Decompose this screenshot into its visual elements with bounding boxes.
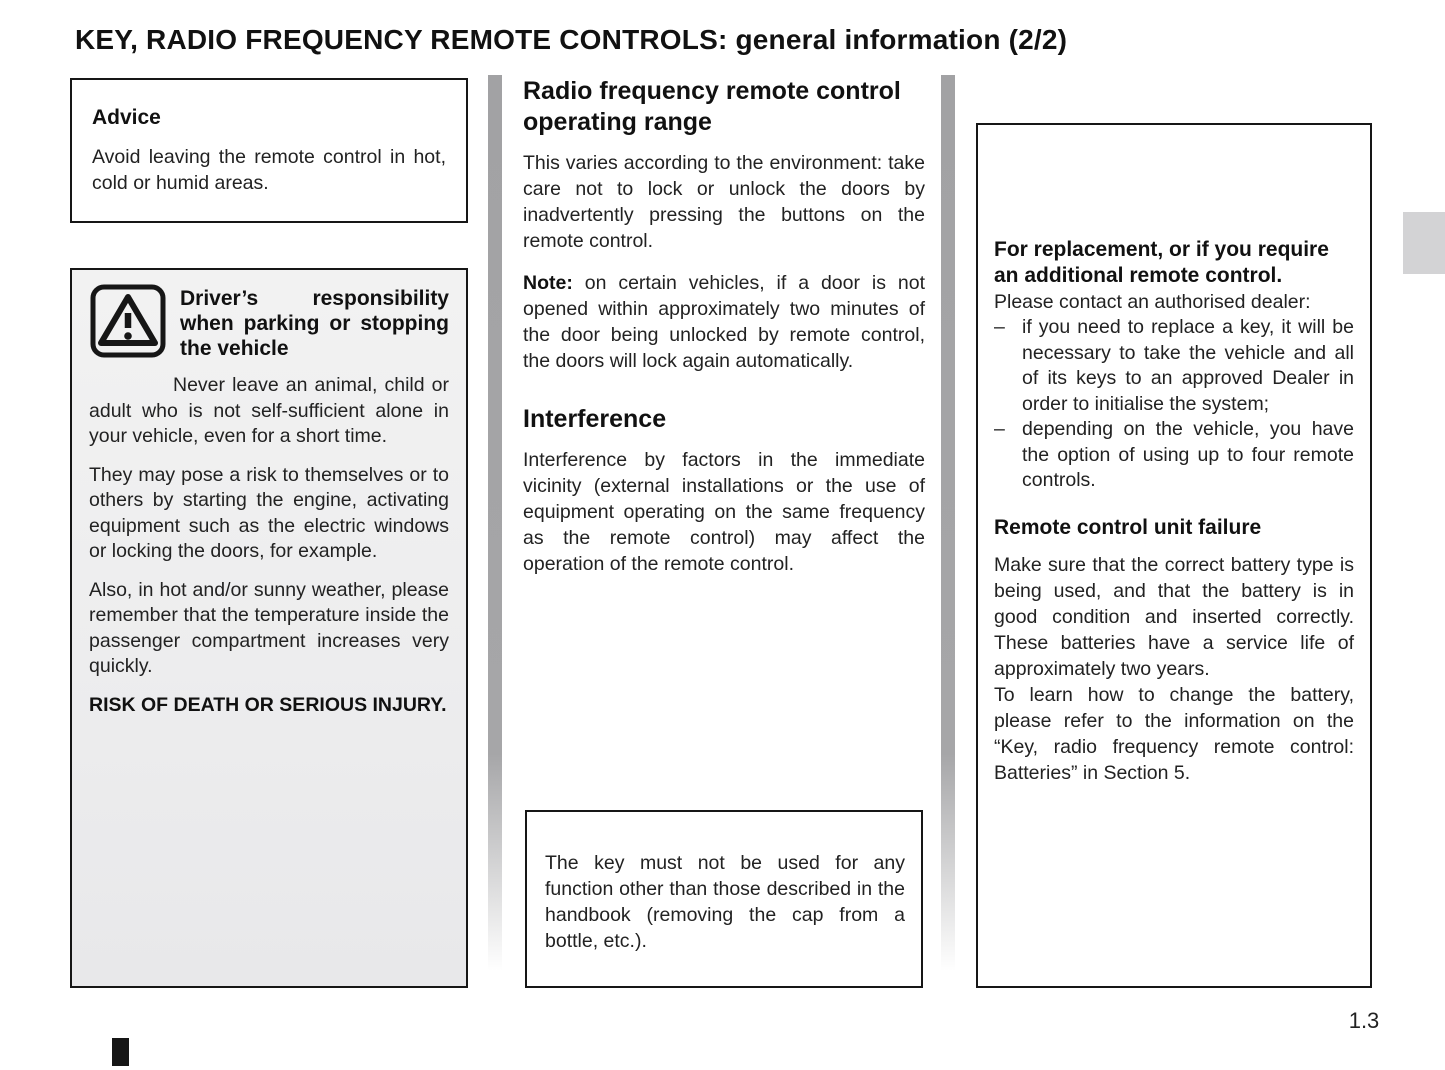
list-item [994,315,1354,417]
section-heading-interference: Interference [523,405,667,433]
replacement-intro: Please contact an authorised dealer: [994,291,1311,313]
advice-heading: Advice [92,106,161,129]
unit-failure-paragraph: To learn how to change the battery, please refer to the information on the “Key, radio frequency remote control: Batteries” in Section 5. [994,683,1354,784]
print-registration-mark [112,1038,129,1066]
warning-paragraph: Also, in hot and/or sunny weather, please remember that the temperature inside the passenger compartment increases very quickly. [89,578,449,677]
note-paragraph [523,270,925,374]
dash-bullet: – [994,418,1005,440]
note-label: Note: [523,272,573,294]
unit-failure-paragraph: Make sure that the correct battery type is being used, and that the battery is in good condition and inserted correctly. These batteries have a service life of approximately two years. [994,553,1354,680]
warning-paragraph: They may pose a risk to themselves or to others by starting the engine, activating equipment such as the electric windows or locking the doors, for example. [89,463,449,562]
advice-box [70,78,468,223]
column-divider [488,75,502,980]
list-item-text: depending on the vehicle, you have the option of using up to four remote controls. [1022,418,1354,491]
replacement-heading: For replacement, or if you require an additional remote control. [994,238,1329,287]
section-edge-tab [1403,212,1445,274]
note-text: on certain vehicles, if a door is not opened within approximately two minutes of the door being unlocked by remote control, the doors will lock again automatically. [523,272,925,372]
interference-paragraph: Interference by factors in the immediate vicinity (external installations or the use of equipment operating on the same frequency as the remote control) may affect the operation of the remote control. [523,449,925,575]
column-divider [941,75,955,980]
middle-column [523,76,925,593]
dash-bullet: – [994,316,1005,338]
list-item [994,417,1354,494]
key-usage-box [525,810,923,988]
operating-range-paragraph: This varies according to the environment: take care not to lock or unlock the doors by inadvertently pressing the buttons on the remote control. [523,152,925,252]
section-heading-operating-range: Radio frequency remote control operating range [523,77,901,136]
key-usage-text: The key must not be used for any function other than those described in the handbook (removing the cap from a bottle, etc.). [545,852,905,952]
unit-failure-heading: Remote control unit failure [994,515,1262,539]
list-item-text: if you need to replace a key, it will be necessary to take the vehicle and all of its keys to an approved Dealer in order to initialise the system; [1022,316,1354,415]
risk-statement: RISK OF DEATH OR SERIOUS INJURY. [89,693,447,716]
page-number: 1.3 [1348,1008,1380,1033]
replacement-box [976,123,1372,988]
page-title: KEY, RADIO FREQUENCY REMOTE CONTROLS: general information (2/2) [75,24,1068,55]
warning-paragraph: Never leave an animal, child or adult who is not self-sufficient alone in your vehicle, even for a short time. [89,374,449,447]
warning-triangle-icon [89,284,167,358]
driver-responsibility-box [70,268,468,988]
warning-heading: Driver’s responsibility when parking or stopping the vehicle [180,287,449,360]
advice-text: Avoid leaving the remote control in hot, cold or humid areas. [92,146,446,194]
